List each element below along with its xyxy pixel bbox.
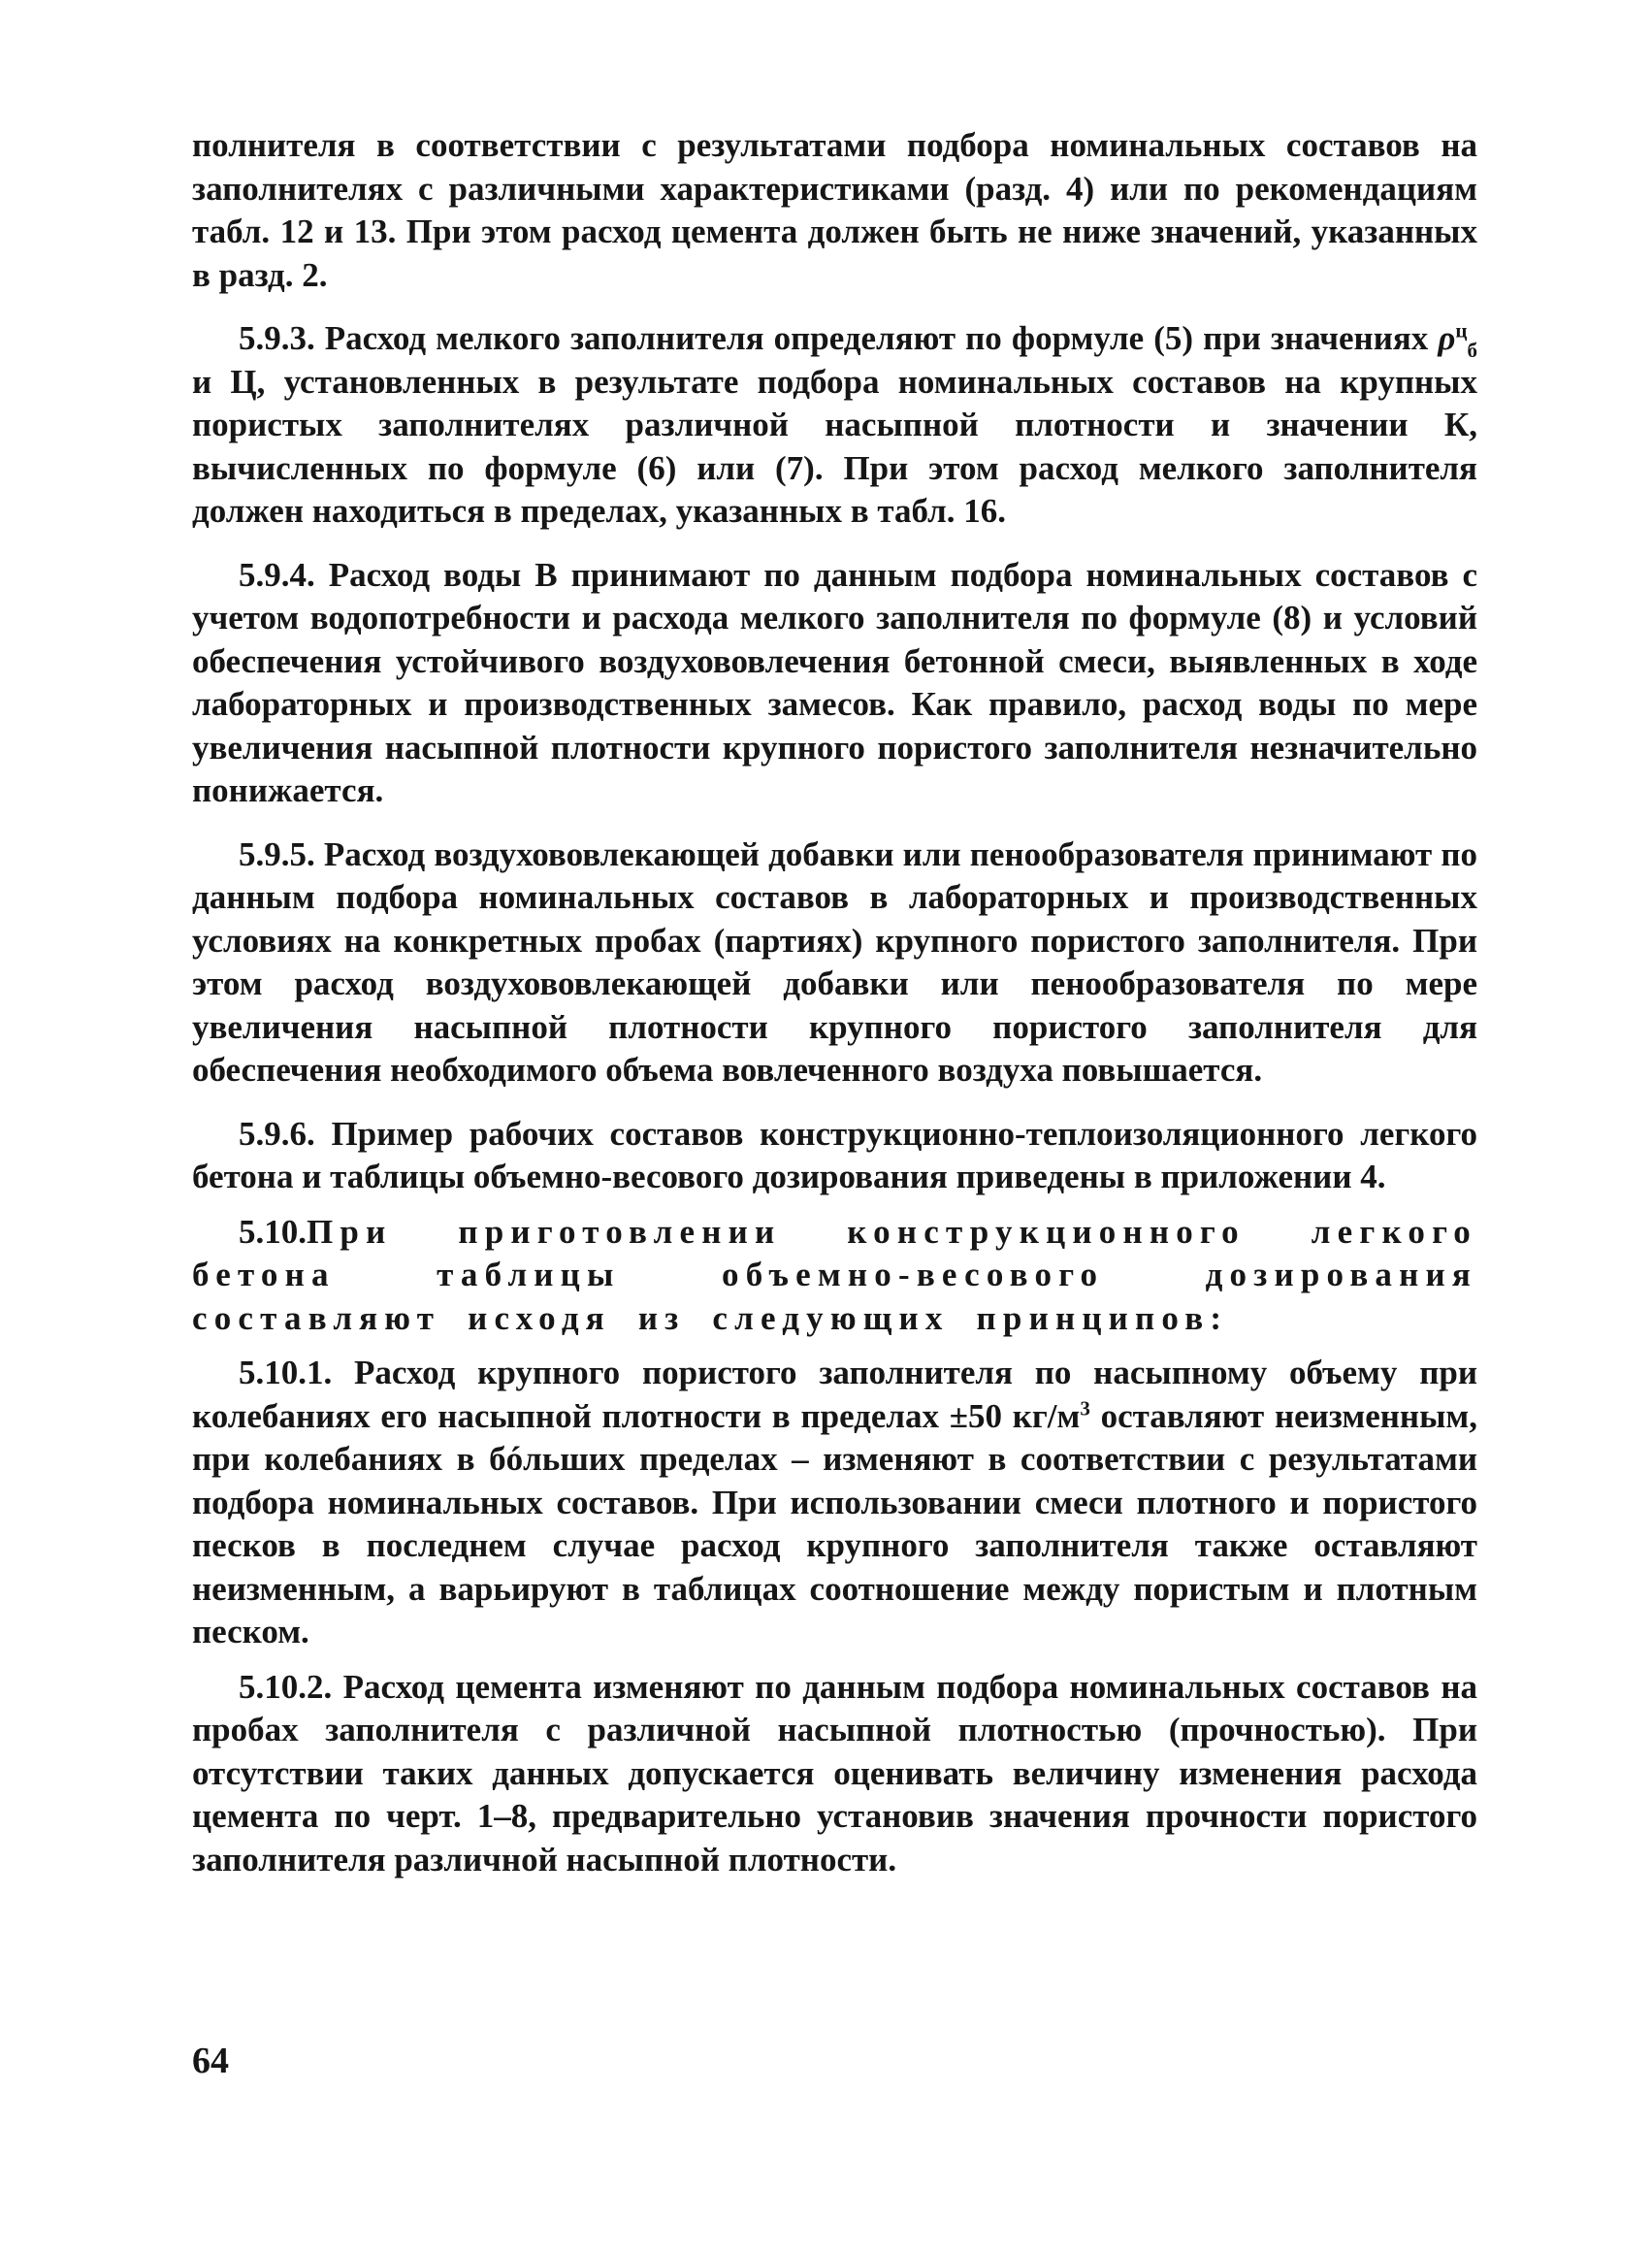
spaced-heading-text: При приготовлении конструкционного легкого бетона таблицы объемно-весового дозирования составляют исходя из следующих принципов: — [192, 1212, 1477, 1337]
paragraph-5-10: 5.10.При приготовлении конструкционного легкого бетона таблицы объемно-весового дозирования составляют исходя из следующих принципов: — [192, 1212, 1477, 1337]
paragraph-5-9-6: 5.9.6. Пример рабочих составов конструкционно-теплоизоляционного легкого бетона и таблицы объемно-весового дозирования приведены в приложении 4. — [192, 1114, 1477, 1195]
paragraph-5-10-1: 5.10.1. Расход крупного пористого заполнителя по насыпному объему при колебаниях его насыпной плотности в пределах ±50 $кг/м^3$ оставляют неизменным, при колебаниях в бóльших пределах – изменяют в соответствии с результатами подбора номинальных составов. При использовании смеси плотного и пористого песков в последнем случае расход крупного заполнителя также оставляют неизменным, а варьируют в таблицах соотношение между пористым и плотным песком. — [192, 1354, 1478, 1650]
paragraph-5-9-3: 5.9.3. Расход мелкого заполнителя определяют по формуле (5) при значениях $\rho^ц_б$ и Ц, установленных в результате подбора номинальных составов на крупных пористых заполнителях различной насыпной плотности и значении К, вычисленных по формуле (6) или (7). При этом расход мелкого заполнителя должен находиться в пределах, указанных в табл. 16. — [192, 318, 1477, 530]
page-number: 64 — [192, 2041, 229, 2081]
paragraph-5-9-4: 5.9.4. Расход воды В принимают по данным подбора номинальных составов с учетом водопотребности и расхода мелкого заполнителя по формуле (8) и условий обеспечения устойчивого воздухововлечения бетонной смеси, выявленных в ходе лабораторных и производственных замесов. Как правило, расход воды по мере увеличения насыпной плотности крупного пористого заполнителя незначительно понижается. — [192, 555, 1477, 809]
paragraph-5-9-5: 5.9.5. Расход воздухововлекающей добавки или пенообразователя принимают по данным подбора номинальных составов в лабораторных и производственных условиях на конкретных пробах (партиях) крупного пористого заполнителя. При этом расход воздухововлекающей добавки или пенообразователя по мере увеличения насыпной плотности крупного пористого заполнителя для обеспечения необходимого объема вовлеченного воздуха повышается. — [192, 834, 1477, 1089]
rho-symbol: ρ — [1438, 319, 1456, 357]
paragraph-continuation: полнителя в соответствии с результатами подбора номинальных составов на заполнителях с различными характеристиками (разд. 4) или по рекомендациям табл. 12 и 13. При этом расход цемента должен быть не ниже значений, указанных в разд. 2. — [192, 126, 1477, 294]
document-body — [192, 124, 1477, 1902]
paragraph-5-10-2: 5.10.2. Расход цемента изменяют по данным подбора номинальных составов на пробах заполнителя с различной насыпной плотностью (прочностью). При отсутствии таких данных допускается оценивать величину изменения расхода цемента по черт. 1–8, предварительно установив значения прочности пористого заполнителя различной насыпной плотности. — [192, 1667, 1477, 1878]
